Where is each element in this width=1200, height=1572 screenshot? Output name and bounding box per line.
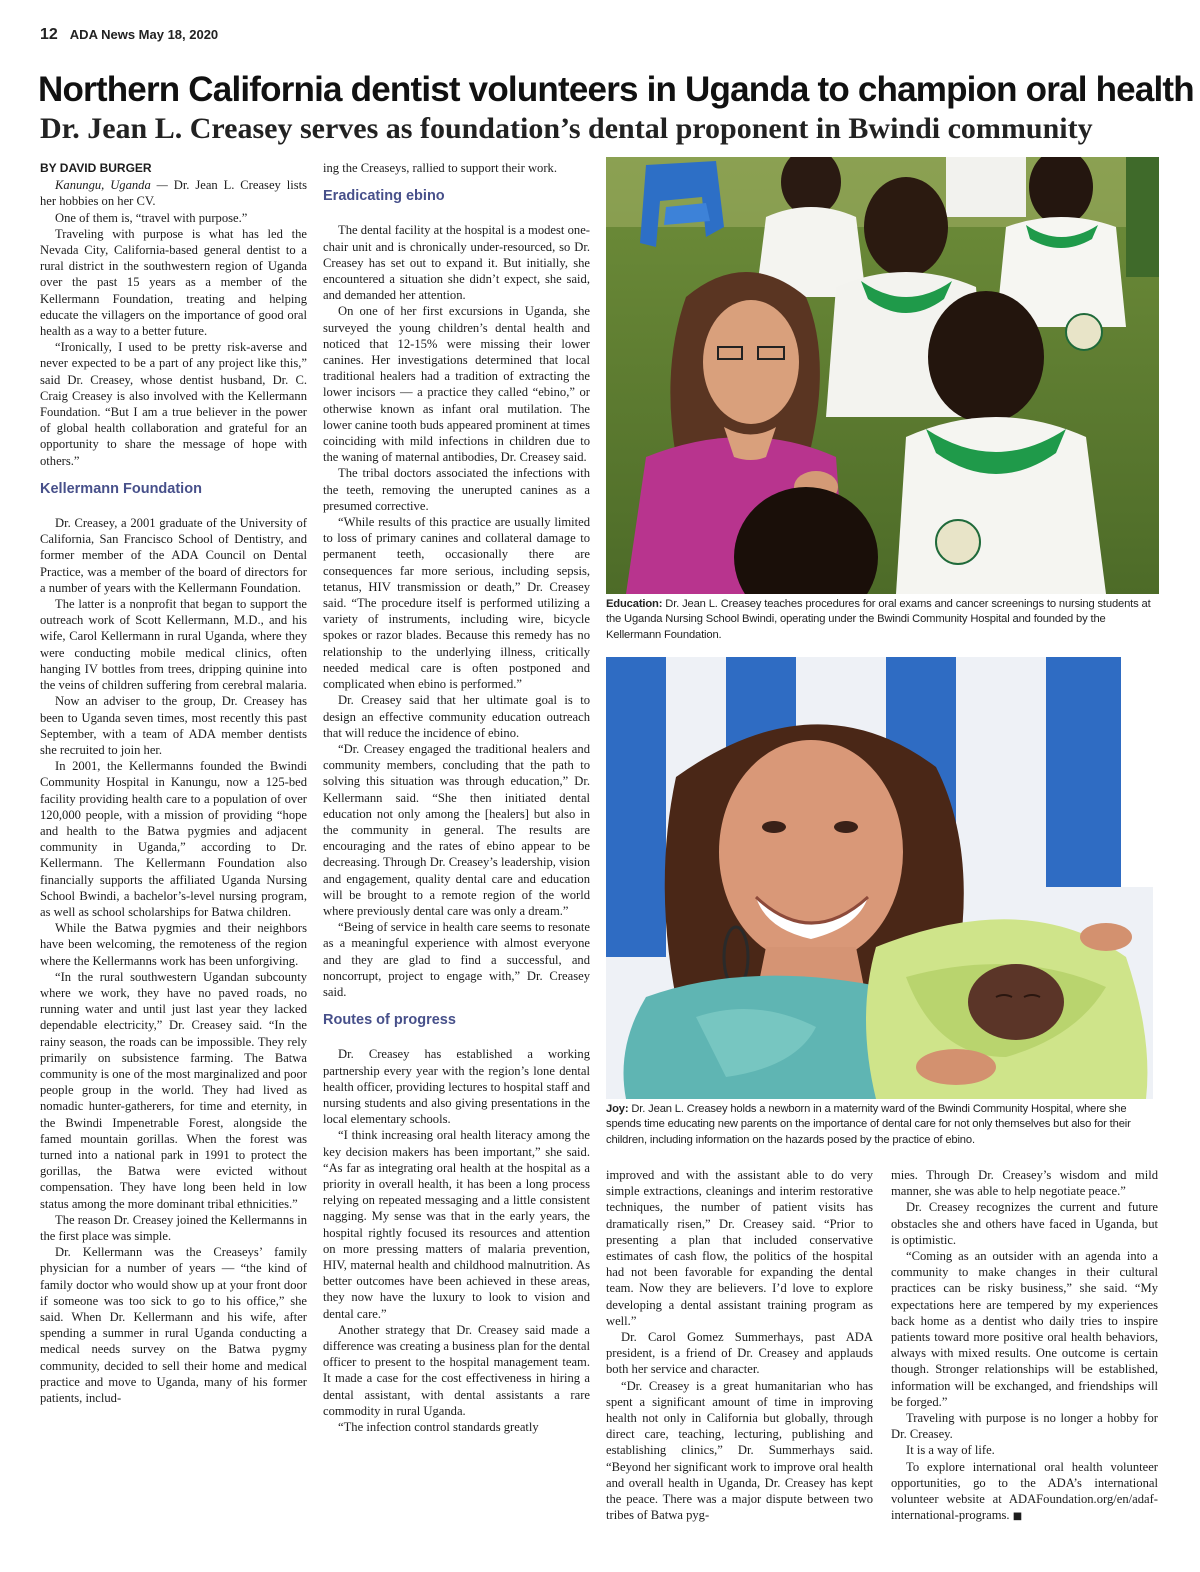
caption-text: Dr. Jean L. Creasey teaches procedures for oral exams and cancer screenings to nursing students at the Uganda Nursing School Bwindi, operating under the Bwindi Community Hospital and founded by the Kellermann Foundation. <box>606 598 1151 641</box>
paragraph: Dr. Creasey said that her ultimate goal is to design an effective community education outreach that will reduce the incidence of ebino. <box>323 693 590 740</box>
paragraph: In 2001, the Kellermanns founded the Bwindi Community Hospital in Kanungu, now a 125-bed facility providing health care to a population of over 120,000 people, with a mission of providing “hope and health to the Batwa pygmies and adjacent community in Uganda,” according to Dr. Kellermann. The Kellermann Foundation also financially supports the affiliated Uganda Nursing School Bwindi, a bachelor’s-level nursing program, as well as school scholarships for Batwa children. <box>40 759 307 919</box>
article-deck: Dr. Jean L. Creasey serves as foundation’s dental proponent in Bwindi community <box>40 112 1093 145</box>
paragraph: Dr. Carol Gomez Summerhays, past ADA president, is a friend of Dr. Creasey and applauds both her service and character. <box>606 1330 873 1377</box>
paragraph: It is a way of life. <box>906 1443 995 1458</box>
paragraph <box>891 1459 1158 1526</box>
paragraph: Dr. Creasey has established a working partnership every year with the region’s lone dental health officer, providing lectures to hospital staff and nursing students and also giving presentations in the local elementary schools. <box>323 1047 590 1127</box>
caption-text: Dr. Jean L. Creasey holds a newborn in a maternity ward of the Bwindi Community Hospital, where she spends time educating new parents on the importance of dental care for not only themselves but also for their children, including information on the hazards posed by the practice of ebino. <box>606 1103 1131 1146</box>
publication-date: ADA News May 18, 2020 <box>69 27 219 42</box>
paragraph: The latter is a nonprofit that began to support the outreach work of Scott Kellermann, M.D., and his wife, Carol Kellermann in rural Uganda, where they were conducting mobile medical clinics, often hanging IV bottles from trees, dripping quinine into the veins of children suffering from cerebral malaria. <box>40 597 307 693</box>
photo-education-illustration <box>606 157 1159 594</box>
subhead-kellermann-foundation: Kellermann Foundation <box>40 480 202 497</box>
article-column-4 <box>891 1167 1158 1567</box>
caption-label: Education: <box>606 598 663 610</box>
photo-joy <box>606 657 1153 1099</box>
page-folio <box>40 26 218 44</box>
paragraph: “Being of service in health care seems to resonate as a meaningful experience with almost everyone and they are glad to find a successful, and noncorrupt, project to engage with,” Dr. Creasey said. <box>323 920 590 999</box>
subhead-routes-of-progress: Routes of progress <box>323 1012 456 1029</box>
article-column-2 <box>323 160 590 1560</box>
paragraph-text: Dr. Jean L. Creasey lists her hobbies on her CV. <box>40 178 307 209</box>
end-mark: ■ <box>1012 1511 1023 1523</box>
paragraph: mies. Through Dr. Creasey’s wisdom and mild manner, she was able to help negotiate peace.” <box>891 1168 1158 1199</box>
paragraph: The tribal doctors associated the infections with the teeth, removing the unerupted canines as a presumed corrective. <box>323 466 590 513</box>
paragraph: Traveling with purpose is what has led the Nevada City, California-based general dentist to a rural district in the southwestern region of Uganda over the past 15 years as a member of the Kellermann Foundation, treating and helping educate the villagers on the importance of good oral health as a way to a better future. <box>40 226 307 339</box>
caption-label: Joy: <box>606 1103 629 1115</box>
paragraph: Dr. Creasey recognizes the current and future obstacles she and others have faced in Uganda, but is optimistic. <box>891 1200 1158 1247</box>
paragraph: Traveling with purpose is no longer a hobby for Dr. Creasey. <box>891 1411 1158 1442</box>
article-column-1 <box>40 160 307 1560</box>
paragraph: Now an adviser to the group, Dr. Creasey has been to Uganda seven times, most recently this past September, with a team of ADA member dentists she recruited to join her. <box>40 694 307 757</box>
paragraph: “Coming as an outsider with an agenda into a community to make changes in their cultural practices can be risky business,” she said. “My expectations here are tempered by my experiences back home as a dentist who daily tries to inspire patients toward more positive oral health behaviors, always with mixed results. One outcome is certain though. Stronger relationships will be established, information will be exchanged, and friendships will be forged.” <box>891 1249 1158 1409</box>
paragraph: “Dr. Creasey is a great humanitarian who has spent a significant amount of time in improving health not only in California but globally, through direct care, teaching, lecturing, publishing and establishing clinics,” Dr. Summerhays said. “Beyond her significant work to improve oral health and overall health in Uganda, Dr. Creasey has kept the peace. There was a major dispute between two tribes of Batwa pyg- <box>606 1378 873 1523</box>
paragraph: Dr. Creasey, a 2001 graduate of the University of California, San Francisco School of Dentistry, and former member of the ADA Council on Dental Practice, was a member of the board of directors for a number of years with the Kellermann Foundation. <box>40 516 307 595</box>
paragraph: On one of her first excursions in Uganda, she surveyed the young children’s dental health and noticed that 12-15% were missing their lower canines. Her investigations determined that local traditional healers had a tradition of extracting the lower incisors — a practice they called “ebino,” or otherwise known as infant oral mutilation. The lower canine tooth buds appeared prominent at times coinciding with mild infections in children due to the waning of maternal antibodies, Dr. Creasey said. <box>323 304 590 465</box>
paragraph-text: To explore international oral health volunteer opportunities, go to the ADA’s international volunteer website at ADAFoundation.org/en/adaf-international-programs. <box>891 1459 1158 1523</box>
paragraph <box>40 177 307 209</box>
photo-education-caption <box>606 597 1158 643</box>
paragraph: “Dr. Creasey engaged the traditional healers and community members, concluding that the path to solving this situation was through education,” Dr. Kellermann said. “She then initiated dental education not only among the [healers] but also in the community in general. The results are encouraging and the rates of ebino appear to be decreasing. Through Dr. Creasey’s leadership, vision and engagement, quality dental care and education will be brought to a remote region of the world where previously dental care was only a dream.” <box>323 741 590 918</box>
paragraph: While the Batwa pygmies and their neighbors have been welcoming, the remoteness of the region where the Kellermanns work has been unforgiving. <box>40 921 307 968</box>
dateline: Kanungu, Uganda — <box>55 178 168 193</box>
byline: BY DAVID BURGER <box>40 161 152 175</box>
paragraph: improved and with the assistant able to do very simple extractions, cleanings and interim restorative techniques, the number of patient visits has dramatically risen,” Dr. Creasey said. “Prior to presenting a plan that included conservative estimates of cash flow, the politics of the hospital had not been favorable for expanding the dental team. Now they are believers. I’d love to explore developing a dental assistant training program as well.” <box>606 1168 873 1328</box>
paragraph: The dental facility at the hospital is a modest one-chair unit and is chronically under-resourced, so Dr. Creasey has set out to expand it. But initially, she encountered a situation she didn’t expect, she said, and demanded her attention. <box>323 223 590 303</box>
article-headline: Northern California dentist volunteers in Uganda to champion oral health <box>38 70 1194 109</box>
paragraph: Another strategy that Dr. Creasey said made a difference was creating a business plan for the dental officer to present to the hospital management team. It made a case for the cost effectiveness in hiring a dental assistant, with dental assistants a rare commodity in rural Uganda. <box>323 1322 590 1418</box>
photo-joy-illustration <box>606 657 1153 1099</box>
paragraph: One of them is, “travel with purpose.” <box>55 210 248 225</box>
photo-education <box>606 157 1159 594</box>
paragraph: “In the rural southwestern Ugandan subcounty where we work, they have no paved roads, no running water and until just last year they lacked dependable electricity,” Dr. Creasey said. “In the rainy season, the roads can be impossible. They rely primarily on subsistence farming. The Batwa community is one of the most marginalized and poor people group in the world. They had lived as nomadic hunter-gatherers, for time and eternity, in the Bwindi Impenetrable Forest, alongside the famed mountain gorillas. When the forest was turned into a national park in 1991 to protect the gorillas, the Batwa were evicted without compensation. They have long been held in low status among the more dominant tribal ethnicities.” <box>40 969 307 1211</box>
paragraph: “While results of this practice are usually limited to loss of primary canines and collateral damage to permanent teeth, occasionally there are consequences far more serious, including sepsis, tetanus, HIV transmission or death,” Dr. Creasey said. “The procedure itself is performed utilizing a variety of instruments, including wire, bicycle spokes or razor blades. Because this remedy has no relationship to the underlying illness, critically needed medical care is often postponed and complicated when ebino is performed.” <box>323 515 590 692</box>
photo-joy-caption <box>606 1102 1158 1148</box>
paragraph: The reason Dr. Creasey joined the Kellermanns in the first place was simple. <box>40 1212 307 1243</box>
subhead-eradicating-ebino: Eradicating ebino <box>323 188 445 205</box>
article-column-3 <box>606 1167 873 1567</box>
paragraph: “I think increasing oral health literacy among the key decision makers has been important,” she said. “As far as integrating oral health at the hospital as a priority in overall health, it has been a long process relying on repeated messaging and a little consistent nagging. My sense was that in the early years, the hospital rightly focused its resources and attention on more pressing matters of malaria prevention, HIV, maternal health and childhood malnutrition. As better outcomes have been achieved in these areas, they now have the luxury to look to vision and dental care.” <box>323 1128 590 1321</box>
paragraph: “The infection control standards greatly <box>338 1420 539 1435</box>
page-number: 12 <box>40 26 58 43</box>
paragraph: Dr. Kellermann was the Creaseys’ family physician for a number of years — “the kind of family doctor who would show up at your front door if someone was too sick to go to his office,” she said. When Dr. Kellermann and his wife, after spending a summer in rural Uganda conducting a medical needs survey on the Batwa pygmy community, decided to sell their home and medical practice and move to Uganda, many of his former patients, includ- <box>40 1245 307 1406</box>
paragraph: ing the Creaseys, rallied to support their work. <box>323 161 557 175</box>
paragraph: “Ironically, I used to be pretty risk-averse and never expected to be a part of any project like this,” said Dr. Creasey, whose dentist husband, Dr. C. Craig Creasey is also involved with the Kellermann Foundation. “But I am a true believer in the power of global health collaboration and grateful for an opportunity to share the message of hope with others.” <box>40 340 307 468</box>
